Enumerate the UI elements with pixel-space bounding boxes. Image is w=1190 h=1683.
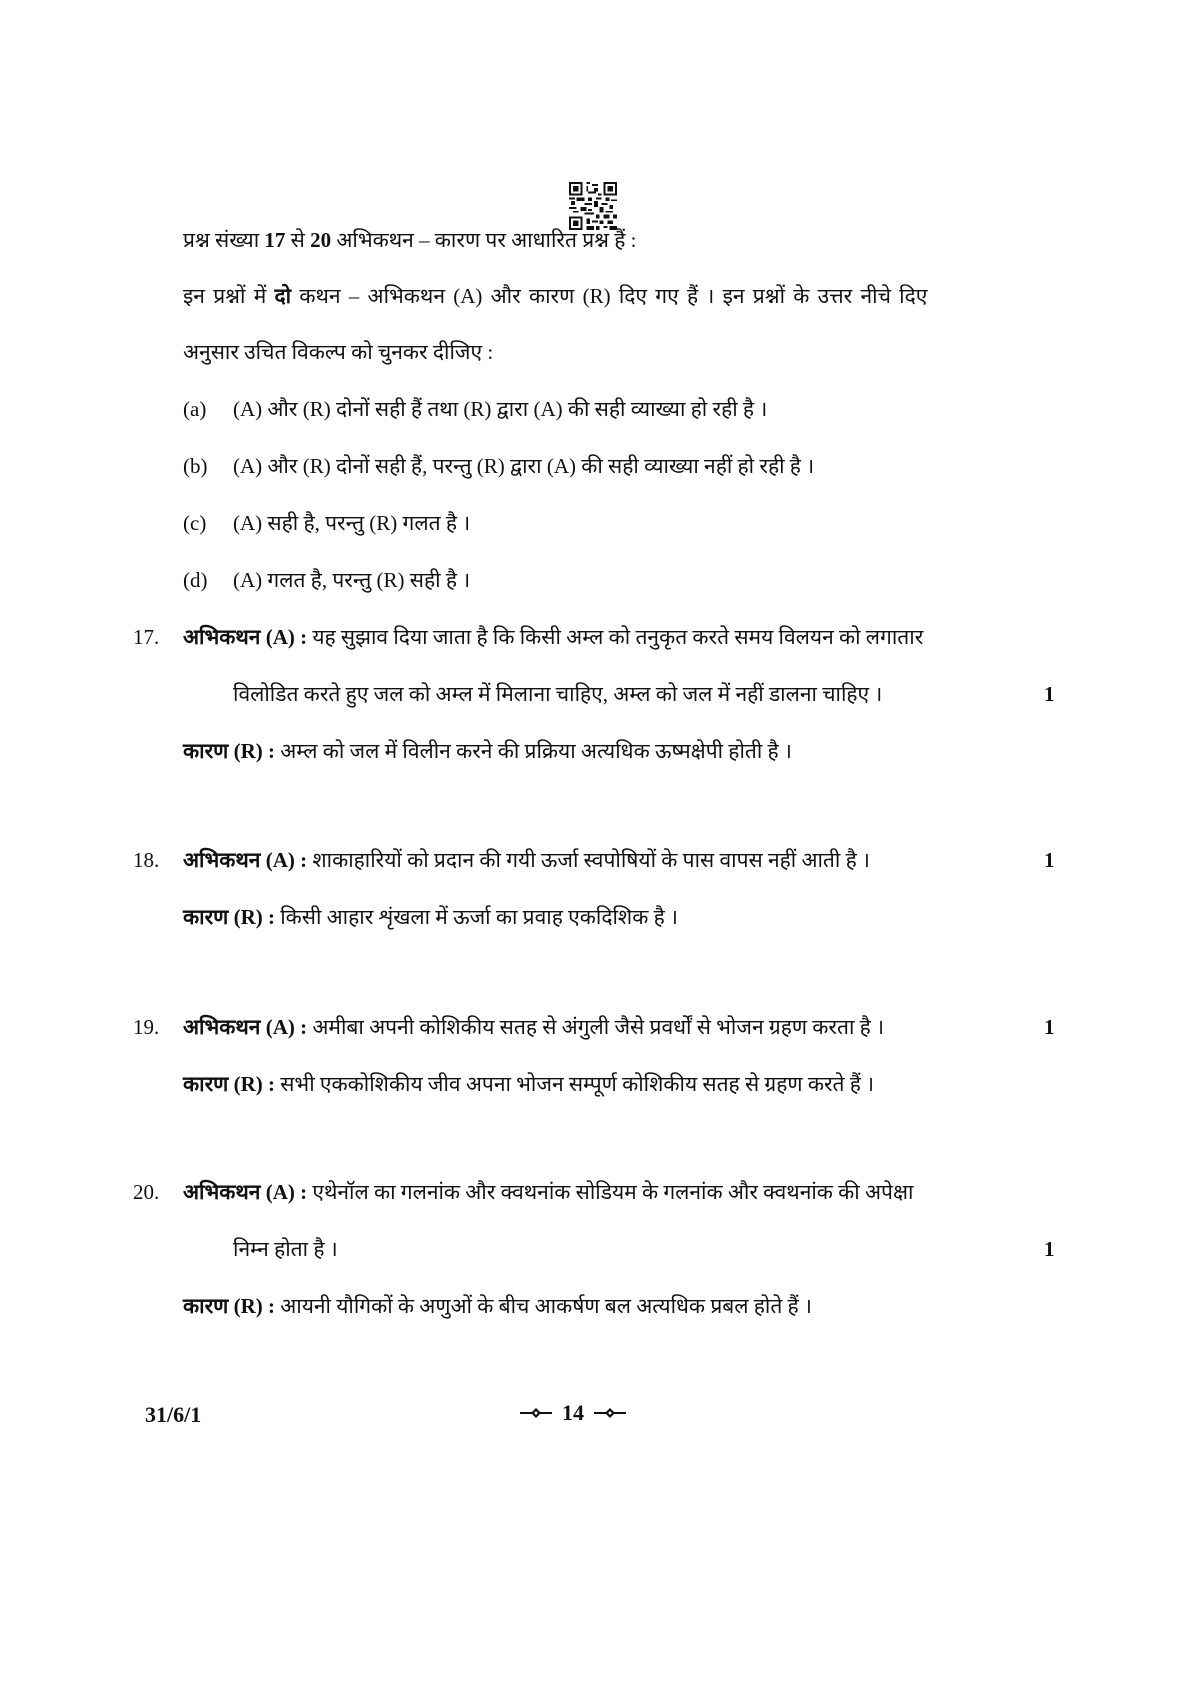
question-20-marks: 1 (1044, 1237, 1055, 1261)
ornament-right-icon (594, 1407, 626, 1419)
option-text-c: (A) सही है, परन्तु (R) गलत है । (233, 511, 471, 535)
option-label-c: (c) (183, 511, 207, 535)
paper-code: 31/6/1 (145, 1402, 202, 1427)
page-number-block (520, 1400, 626, 1426)
question-18-marks: 1 (1044, 848, 1055, 872)
option-text-a: (A) और (R) दोनों सही हैं तथा (R) द्वारा (A) की सही व्याख्या हो रही है । (233, 397, 768, 421)
instructions-paragraph-line2: अनुसार उचित विकल्प को चुनकर दीजिए : (183, 340, 494, 364)
ornament-left-icon (520, 1407, 552, 1419)
question-17-assertion: अभिकथन (A) : यह सुझाव दिया जाता है कि किसी अम्ल को तनुकृत करते समय विलयन को लगातार (183, 625, 924, 649)
option-label-a: (a) (183, 397, 207, 421)
question-number-18: 18. (133, 848, 160, 872)
assertion-label: अभिकथन (A) : (183, 1180, 308, 1204)
question-20-assertion-cont: निम्न होता है । (233, 1237, 338, 1261)
question-19-assertion: अभिकथन (A) : अमीबा अपनी कोशिकीय सतह से अंगुली जैसे प्रवर्धों से भोजन ग्रहण करता है । (183, 1015, 885, 1039)
page-number: 14 (562, 1400, 584, 1425)
assertion-label: अभिकथन (A) : (183, 848, 308, 872)
instructions-heading: प्रश्न संख्या 17 से 20 अभिकथन – कारण पर आधारित प्रश्न हैं : (183, 228, 637, 252)
option-label-d: (d) (183, 568, 208, 592)
question-19-marks: 1 (1044, 1015, 1055, 1039)
question-17-assertion-cont: विलोडित करते हुए जल को अम्ल में मिलाना चाहिए, अम्ल को जल में नहीं डालना चाहिए । (233, 682, 883, 706)
question-20-reason: कारण (R) : आयनी यौगिकों के अणुओं के बीच आकर्षण बल अत्यधिक प्रबल होते हैं । (183, 1294, 812, 1318)
option-text-b: (A) और (R) दोनों सही हैं, परन्तु (R) द्वारा (A) की सही व्याख्या नहीं हो रही है । (233, 454, 815, 478)
question-number-17: 17. (133, 625, 160, 649)
option-text-d: (A) गलत है, परन्तु (R) सही है । (233, 568, 471, 592)
question-17-reason: कारण (R) : अम्ल को जल में विलीन करने की प्रक्रिया अत्यधिक ऊष्मक्षेपी होती है । (183, 739, 792, 763)
question-number-20: 20. (133, 1180, 160, 1204)
reason-label: कारण (R) : (183, 739, 275, 763)
qr-code-icon (569, 181, 617, 231)
assertion-label: अभिकथन (A) : (183, 1015, 308, 1039)
question-number-19: 19. (133, 1015, 160, 1039)
question-18-assertion: अभिकथन (A) : शाकाहारियों को प्रदान की गयी ऊर्जा स्वपोषियों के पास वापस नहीं आती है । (183, 848, 870, 872)
question-20-assertion: अभिकथन (A) : एथेनॉल का गलनांक और क्वथनांक सोडियम के गलनांक और क्वथनांक की अपेक्षा (183, 1180, 914, 1204)
reason-label: कारण (R) : (183, 1294, 275, 1318)
instructions-paragraph-line1: इन प्रश्नों में दो कथन – अभिकथन (A) और कारण (R) दिए गए हैं । इन प्रश्नों के उत्तर नीचे दिए (183, 284, 928, 308)
question-19-reason: कारण (R) : सभी एककोशिकीय जीव अपना भोजन सम्पूर्ण कोशिकीय सतह से ग्रहण करते हैं । (183, 1072, 875, 1096)
reason-label: कारण (R) : (183, 1072, 275, 1096)
assertion-label: अभिकथन (A) : (183, 625, 308, 649)
question-17-marks: 1 (1044, 682, 1055, 706)
reason-label: कारण (R) : (183, 905, 275, 929)
question-18-reason: कारण (R) : किसी आहार शृंखला में ऊर्जा का प्रवाह एकदिशिक है । (183, 905, 678, 929)
option-label-b: (b) (183, 454, 208, 478)
